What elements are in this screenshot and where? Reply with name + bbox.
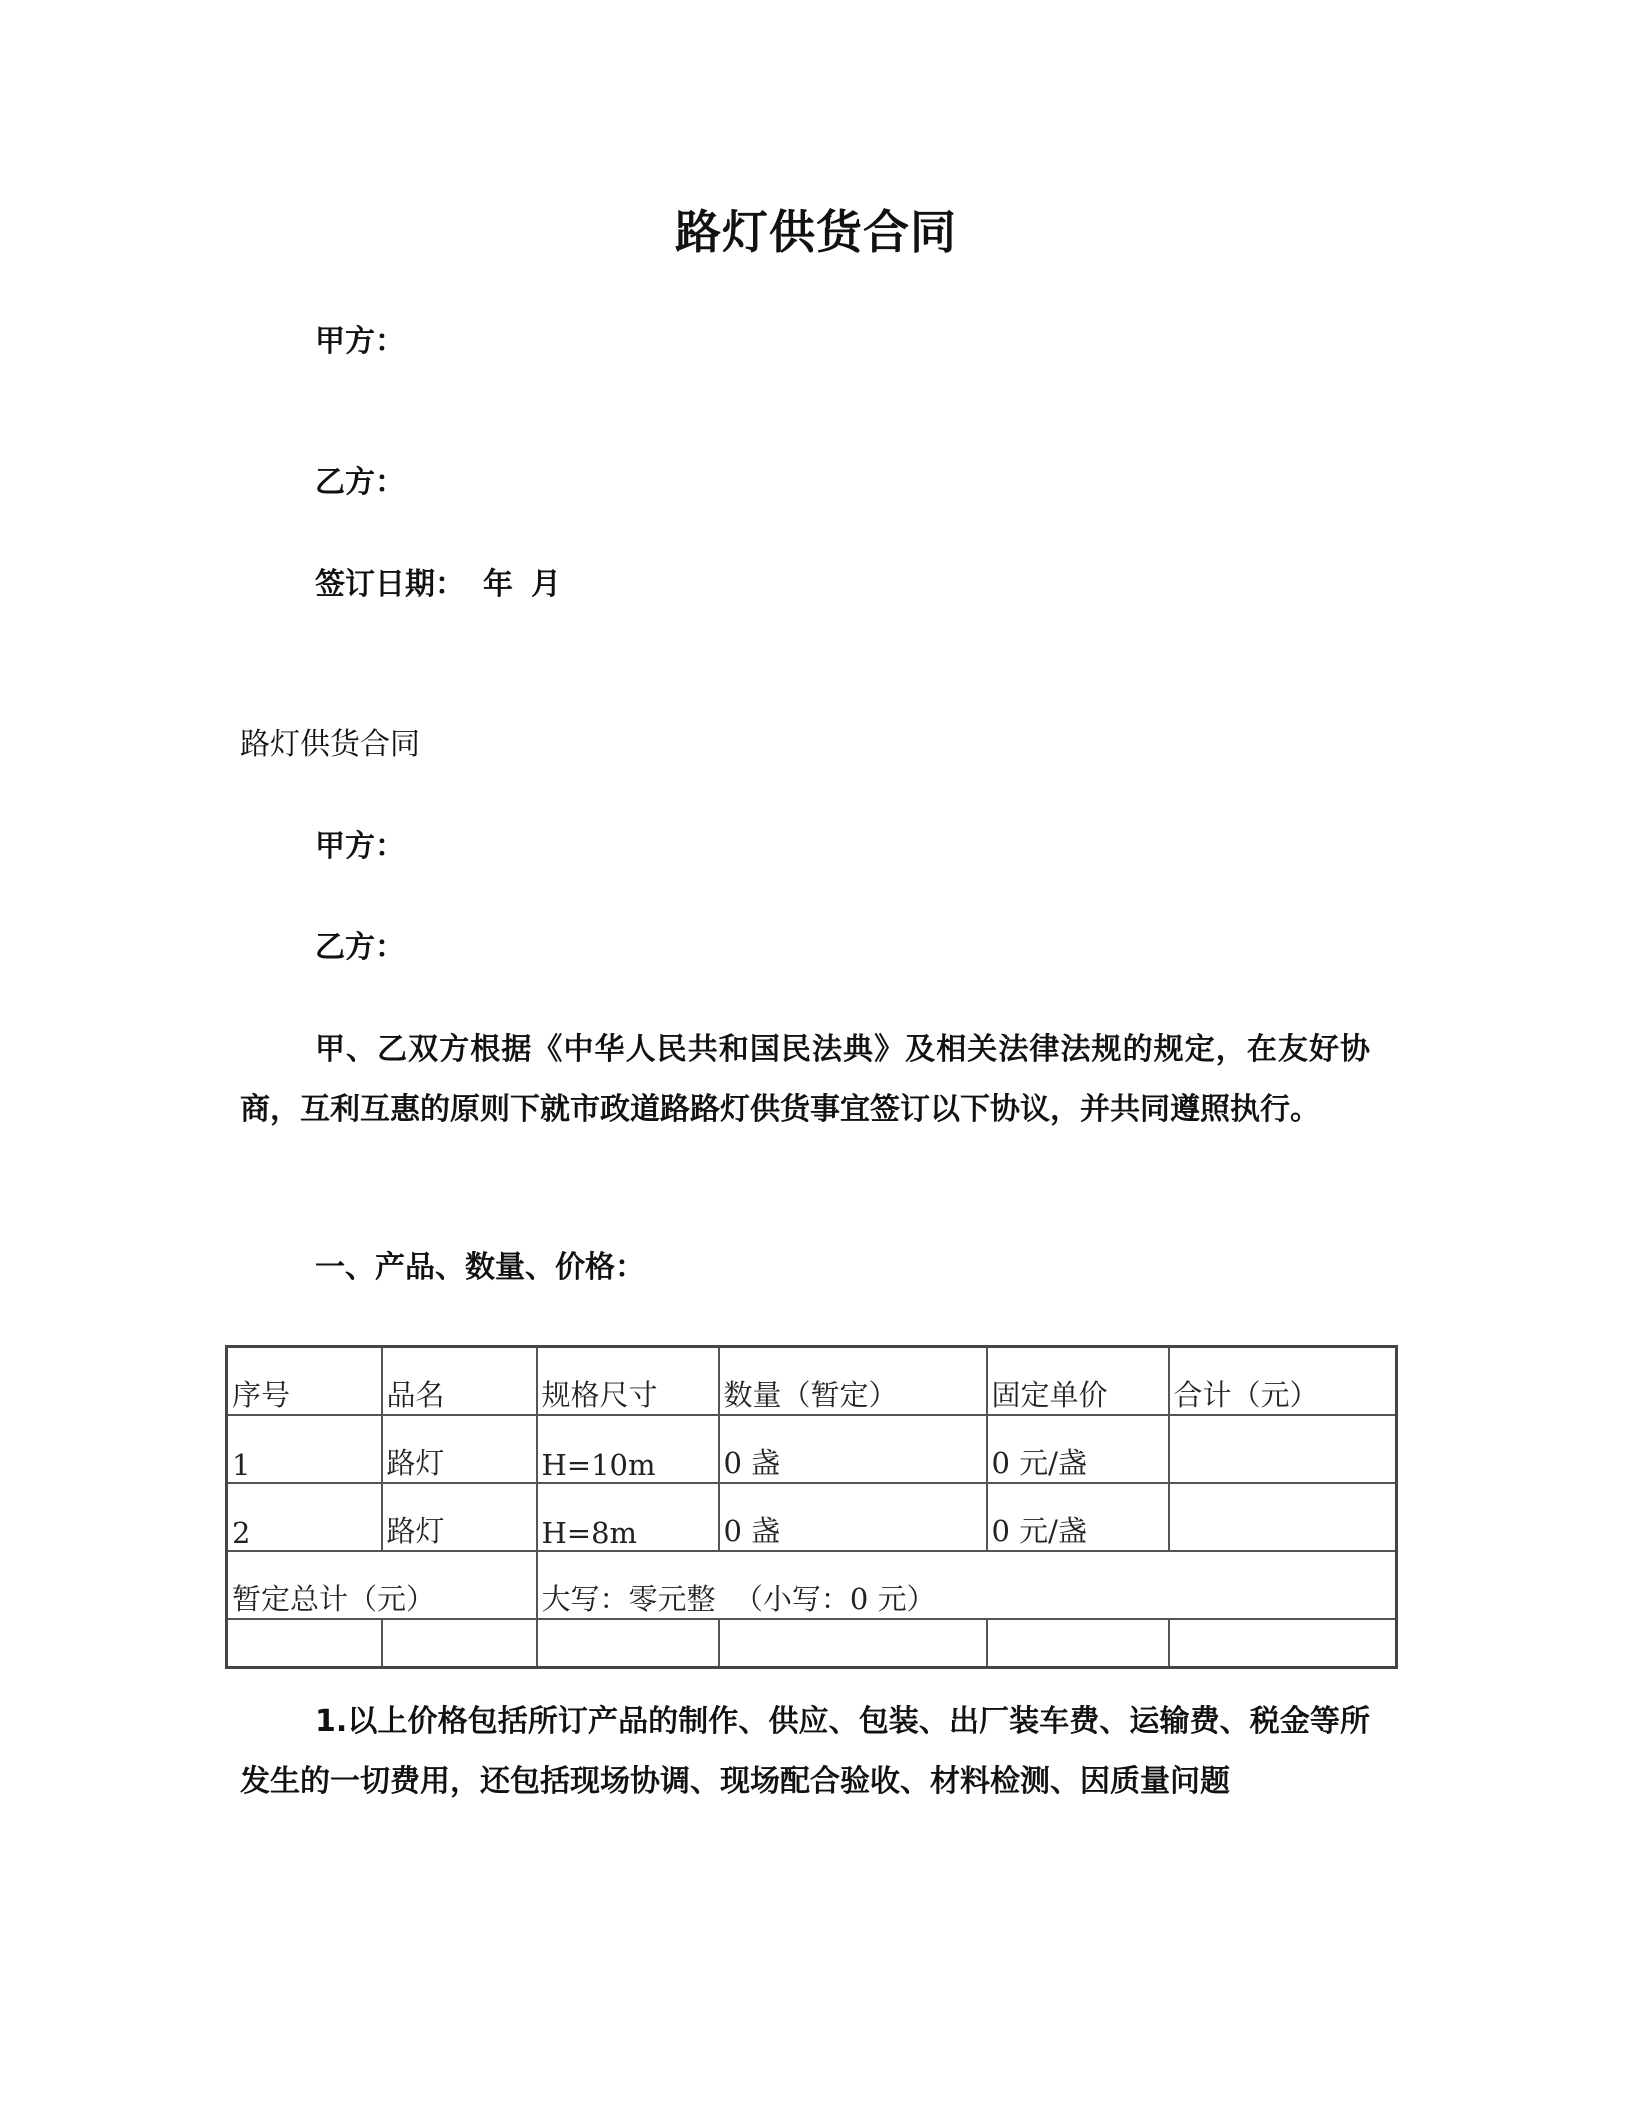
sign-date-month: 月 <box>531 567 561 602</box>
table-cell: 0 元/盏 <box>987 1415 1169 1483</box>
table-cell: 路灯 <box>382 1483 537 1551</box>
table-cell: 0 盏 <box>719 1415 987 1483</box>
table-total-row <box>227 1551 1397 1619</box>
cover-party-a: 甲方： <box>315 324 405 359</box>
section-1-heading: 一、产品、数量、价格： <box>315 1250 645 1285</box>
table-cell: H=10m <box>537 1415 719 1483</box>
header-cell: 规格尺寸 <box>537 1347 719 1416</box>
sign-date-label: 签订日期： <box>315 567 465 602</box>
header-cell: 固定单价 <box>987 1347 1169 1416</box>
table-cell: 0 元/盏 <box>987 1483 1169 1551</box>
empty-cell <box>1169 1619 1397 1668</box>
table-empty-row <box>227 1619 1397 1668</box>
sign-date-year: 年 <box>483 567 513 602</box>
table-cell: 1 <box>227 1415 382 1483</box>
body-party-b: 乙方： <box>315 930 405 965</box>
header-cell: 品名 <box>382 1347 537 1416</box>
table-cell: H=8m <box>537 1483 719 1551</box>
document-title: 路灯供货合同 <box>675 205 957 259</box>
body-subtitle: 路灯供货合同 <box>240 727 420 762</box>
table-row <box>227 1415 1397 1483</box>
table-cell: 路灯 <box>382 1415 537 1483</box>
header-cell: 数量（暂定） <box>719 1347 987 1416</box>
empty-cell <box>719 1619 987 1668</box>
note-1-paragraph: 1.以上价格包括所订产品的制作、供应、包装、出厂装车费、运输费、税金等所发生的一切费用，还包括现场协调、现场配合验收、材料检测、因质量问题 <box>240 1704 1370 1799</box>
table-cell: 0 盏 <box>719 1483 987 1551</box>
body-party-a: 甲方： <box>315 829 405 864</box>
table-cell <box>1169 1483 1397 1551</box>
total-label-cell: 暂定总计（元） <box>227 1551 537 1619</box>
cover-sign-date <box>315 565 561 605</box>
total-value-cell: 大写：零元整 （小写：0 元） <box>537 1551 1397 1619</box>
price-table <box>225 1345 1398 1669</box>
table-header-row <box>227 1347 1397 1416</box>
empty-cell <box>382 1619 537 1668</box>
cover-party-b: 乙方： <box>315 465 405 500</box>
header-cell: 合计（元） <box>1169 1347 1397 1416</box>
header-cell: 序号 <box>227 1347 382 1416</box>
empty-cell <box>537 1619 719 1668</box>
empty-cell <box>227 1619 382 1668</box>
empty-cell <box>987 1619 1169 1668</box>
intro-paragraph: 甲、乙双方根据《中华人民共和国民法典》及相关法律法规的规定，在友好协商，互利互惠的原则下就市政道路路灯供货事宜签订以下协议，并共同遵照执行。 <box>240 1032 1370 1127</box>
table-cell <box>1169 1415 1397 1483</box>
table-row <box>227 1483 1397 1551</box>
table-cell: 2 <box>227 1483 382 1551</box>
